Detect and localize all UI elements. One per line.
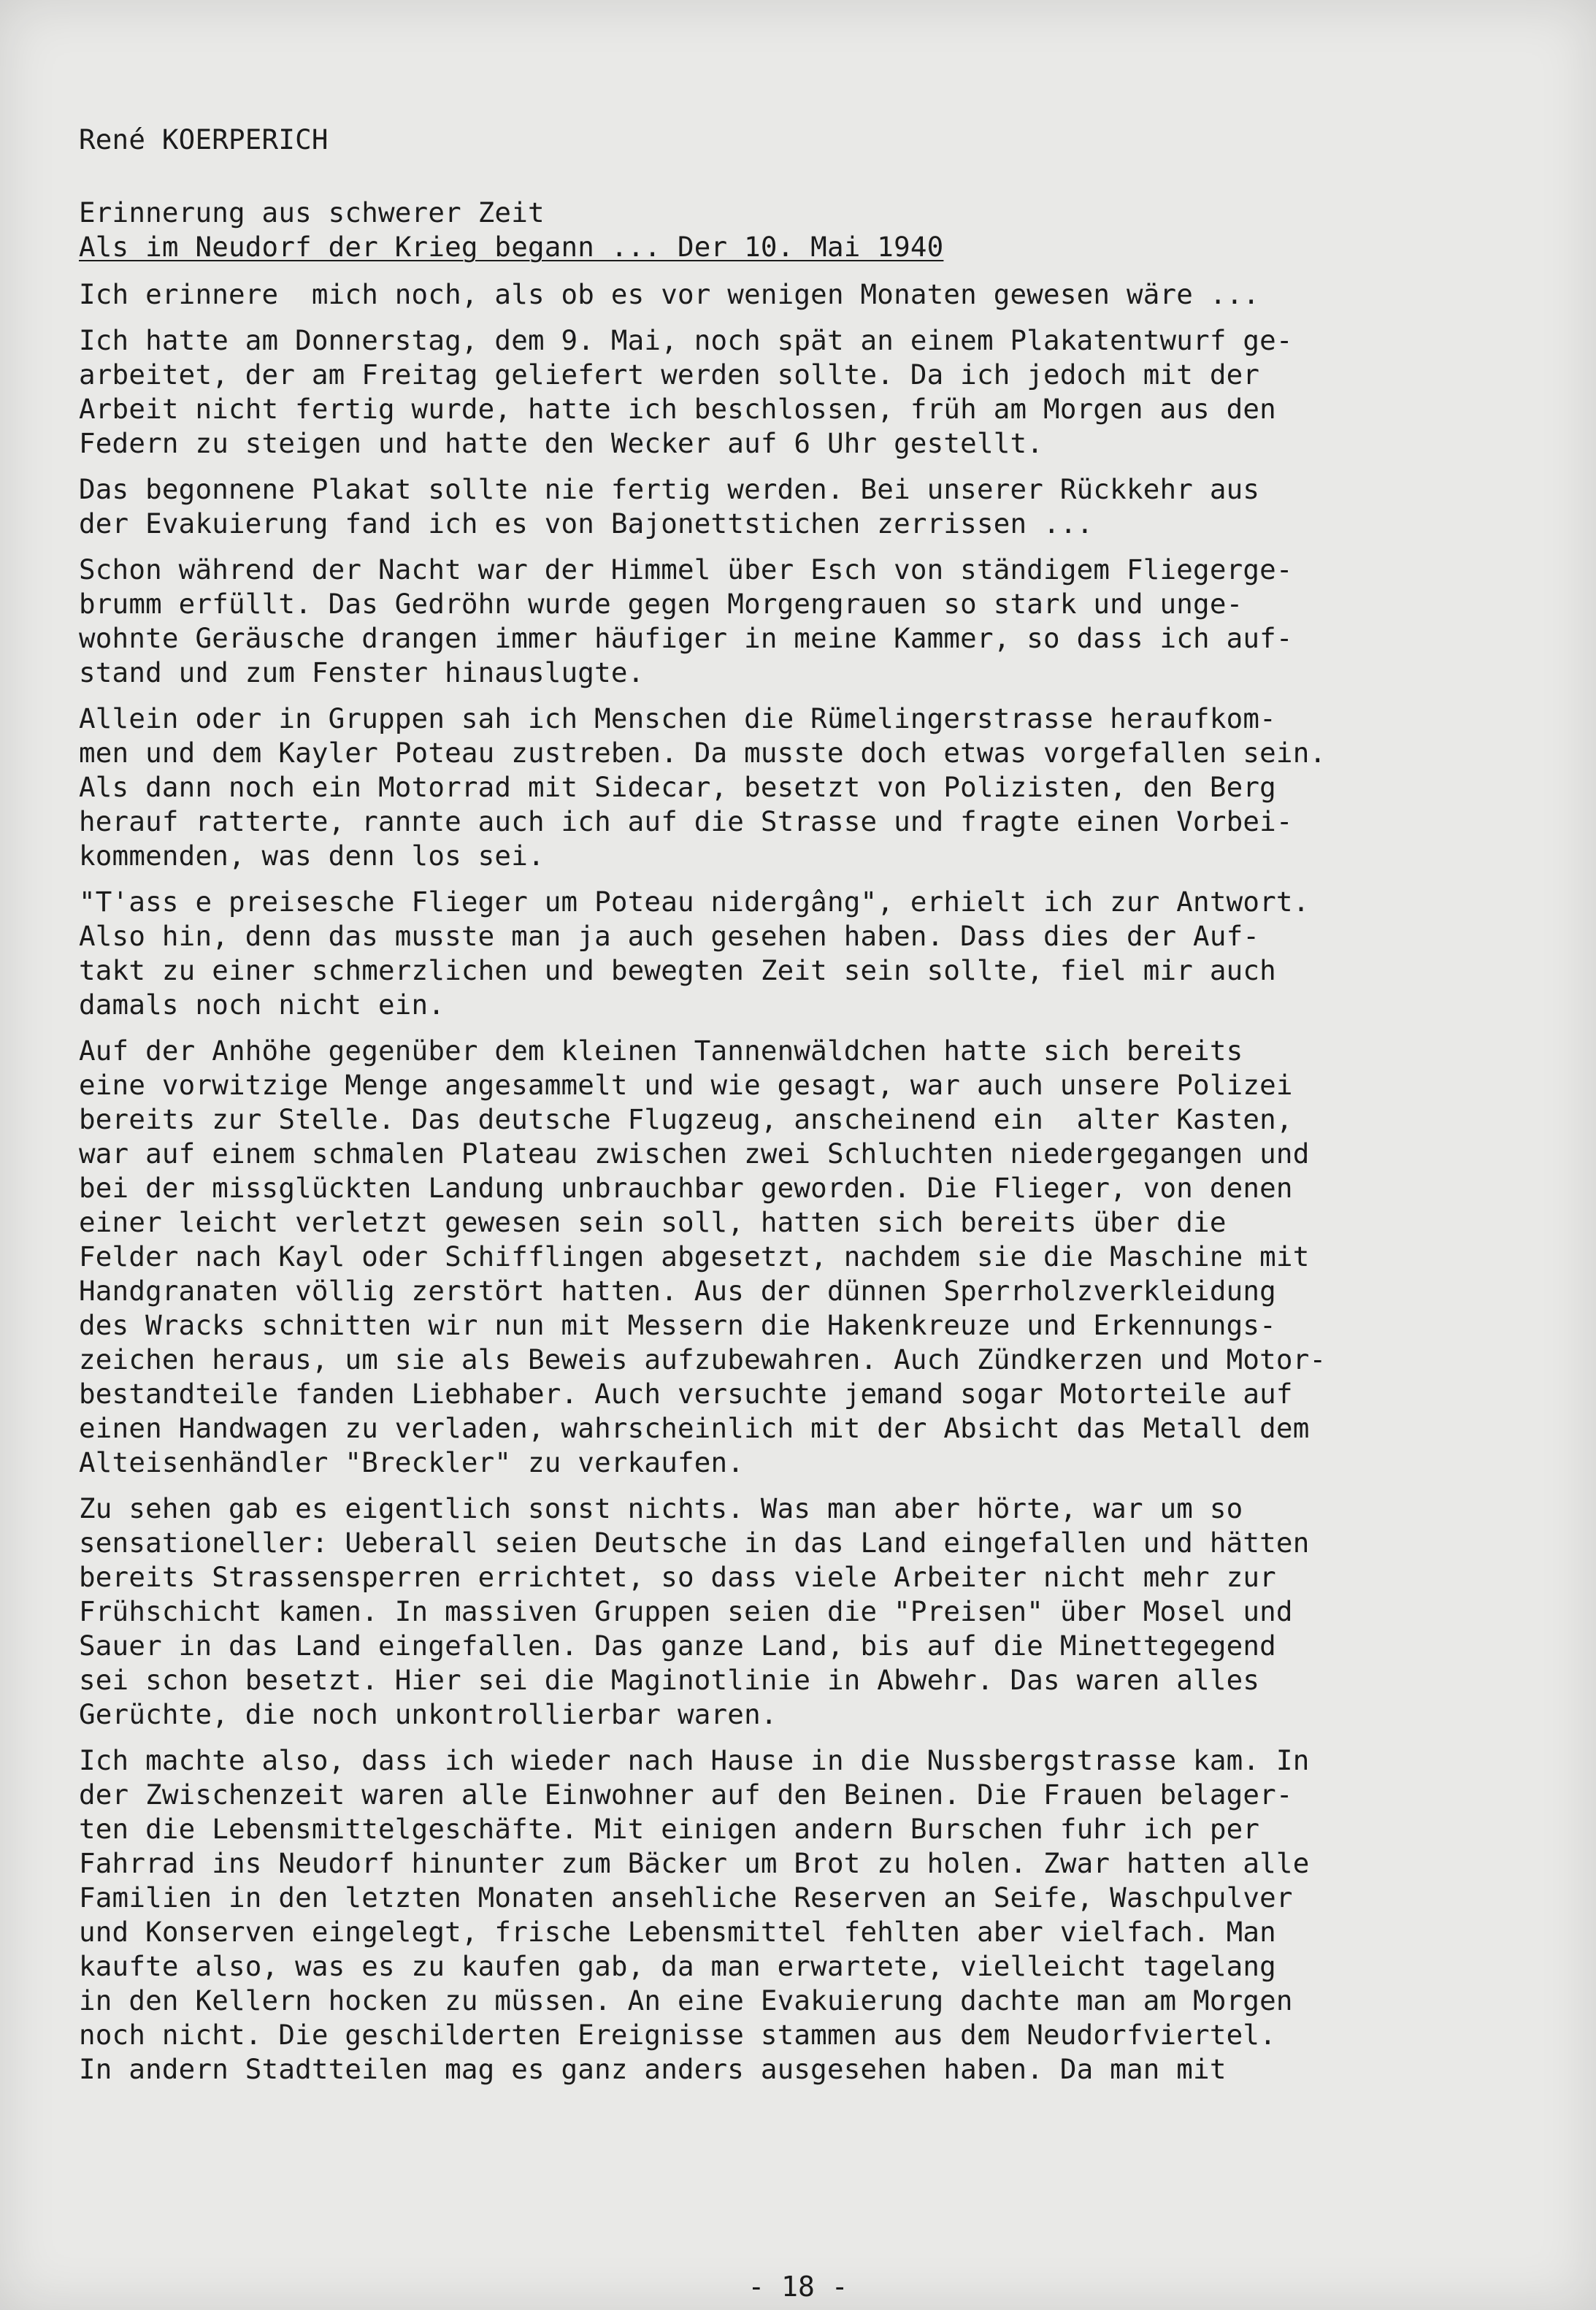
text-line: des Wracks schnitten wir nun mit Messern die Hakenkreuze und Erkennungs-: [79, 1309, 1276, 1341]
text-line: Sauer in das Land eingefallen. Das ganze Land, bis auf die Minettegegend: [79, 1630, 1276, 1662]
text-line: "T'ass e preisesche Flieger um Poteau nidergâng", erhielt ich zur Antwort.: [79, 886, 1310, 918]
paragraph: [79, 472, 1466, 541]
text-line: Also hin, denn das musste man ja auch gesehen haben. Dass dies der Auf-: [79, 920, 1260, 952]
text-line: Schon während der Nacht war der Himmel über Esch von ständigem Fliegerge-: [79, 553, 1293, 586]
text-line: Federn zu steigen und hatte den Wecker auf 6 Uhr gestellt.: [79, 427, 1044, 459]
text-line: kommenden, was denn los sei.: [79, 840, 545, 872]
text-line: eine vorwitzige Menge angesammelt und wie gesagt, war auch unsere Polizei: [79, 1069, 1293, 1101]
text-line: arbeitet, der am Freitag geliefert werden sollte. Da ich jedoch mit der: [79, 358, 1260, 391]
text-line: wohnte Geräusche drangen immer häufiger in meine Kammer, so dass ich auf-: [79, 622, 1293, 654]
text-line: sensationeller: Ueberall seien Deutsche in das Land eingefallen und hätten: [79, 1527, 1310, 1559]
text-line: damals noch nicht ein.: [79, 989, 445, 1021]
text-line: Zu sehen gab es eigentlich sonst nichts. Was man aber hörte, war um so: [79, 1492, 1243, 1524]
text-line: Ich hatte am Donnerstag, dem 9. Mai, noch spät an einem Plakatentwurf ge-: [79, 324, 1293, 356]
body-text: [79, 277, 1466, 2087]
text-line: Fahrrad ins Neudorf hinunter zum Bäcker um Brot zu holen. Zwar hatten alle: [79, 1847, 1310, 1879]
page-number: - 18 -: [748, 2271, 848, 2303]
text-line: einen Handwagen zu verladen, wahrscheinlich mit der Absicht das Metall dem: [79, 1412, 1310, 1444]
text-line: Auf der Anhöhe gegenüber dem kleinen Tannenwäldchen hatte sich bereits: [79, 1035, 1243, 1067]
author-name: René KOERPERICH: [79, 123, 329, 156]
paragraph: [79, 1034, 1466, 1480]
text-line: bereits zur Stelle. Das deutsche Flugzeug, anscheinend ein alter Kasten,: [79, 1103, 1293, 1135]
text-line: bei der missglückten Landung unbrauchbar geworden. Die Flieger, von denen: [79, 1172, 1293, 1204]
text-line: zeichen heraus, um sie als Beweis aufzubewahren. Auch Zündkerzen und Motor-: [79, 1343, 1327, 1375]
text-line: Arbeit nicht fertig wurde, hatte ich beschlossen, früh am Morgen aus den: [79, 393, 1276, 425]
text-line: Alteisenhändler "Breckler" zu verkaufen.: [79, 1446, 745, 1478]
text-line: Ich erinnere mich noch, als ob es vor wenigen Monaten gewesen wäre ...: [79, 278, 1260, 310]
text-line: takt zu einer schmerzlichen und bewegten Zeit sein sollte, fiel mir auch: [79, 954, 1276, 986]
paragraph: [79, 1743, 1466, 2087]
text-line: noch nicht. Die geschilderten Ereignisse stammen aus dem Neudorfviertel.: [79, 2019, 1276, 2051]
paragraph: [79, 553, 1466, 690]
text-line: Gerüchte, die noch unkontrollierbar waren.: [79, 1698, 778, 1730]
text-line: Frühschicht kamen. In massiven Gruppen seien die "Preisen" über Mosel und: [79, 1595, 1293, 1627]
text-line: und Konserven eingelegt, frische Lebensmittel fehlten aber vielfach. Man: [79, 1916, 1276, 1948]
text-line: Felder nach Kayl oder Schifflingen abgesetzt, nachdem sie die Maschine mit: [79, 1240, 1310, 1273]
paragraph: [79, 885, 1466, 1022]
text-line: herauf ratterte, rannte auch ich auf die Strasse und fragte einen Vorbei-: [79, 805, 1293, 837]
document-title: Als im Neudorf der Krieg begann ... Der 10. Mai 1940: [79, 231, 944, 263]
text-line: der Zwischenzeit waren alle Einwohner auf den Beinen. Die Frauen belager-: [79, 1778, 1293, 1811]
text-line: Als dann noch ein Motorrad mit Sidecar, besetzt von Polizisten, den Berg: [79, 771, 1276, 803]
text-line: men und dem Kayler Poteau zustreben. Da musste doch etwas vorgefallen sein.: [79, 737, 1327, 769]
text-line: brumm erfüllt. Das Gedröhn wurde gegen Morgengrauen so stark und unge-: [79, 588, 1243, 620]
text-line: Ich machte also, dass ich wieder nach Hause in die Nussbergstrasse kam. In: [79, 1744, 1310, 1776]
text-line: ten die Lebensmittelgeschäfte. Mit einigen andern Burschen fuhr ich per: [79, 1813, 1260, 1845]
text-line: Handgranaten völlig zerstört hatten. Aus der dünnen Sperrholzverkleidung: [79, 1275, 1276, 1307]
text-line: in den Kellern hocken zu müssen. An eine Evakuierung dachte man am Morgen: [79, 1984, 1293, 2017]
text-line: einer leicht verletzt gewesen sein soll, hatten sich bereits über die: [79, 1206, 1227, 1238]
text-line: der Evakuierung fand ich es von Bajonettstichen zerrissen ...: [79, 507, 1094, 540]
paragraph: [79, 323, 1466, 461]
paragraph: [79, 702, 1466, 873]
document-subtitle: Erinnerung aus schwerer Zeit: [79, 196, 545, 229]
typewritten-text: [79, 123, 1466, 2098]
text-line: stand und zum Fenster hinauslugte.: [79, 656, 645, 688]
text-line: sei schon besetzt. Hier sei die Maginotlinie in Abwehr. Das waren alles: [79, 1664, 1260, 1696]
text-line: Das begonnene Plakat sollte nie fertig werden. Bei unserer Rückkehr aus: [79, 473, 1260, 505]
text-line: Familien in den letzten Monaten ansehliche Reserven an Seife, Waschpulver: [79, 1881, 1293, 1914]
text-line: Allein oder in Gruppen sah ich Menschen die Rümelingerstrasse heraufkom-: [79, 702, 1276, 734]
text-line: bereits Strassensperren errichtet, so dass viele Arbeiter nicht mehr zur: [79, 1561, 1276, 1593]
text-line: bestandteile fanden Liebhaber. Auch versuchte jemand sogar Motorteile auf: [79, 1378, 1293, 1410]
paragraph: [79, 1492, 1466, 1732]
paragraph: [79, 277, 1466, 312]
text-line: war auf einem schmalen Plateau zwischen zwei Schluchten niedergegangen und: [79, 1137, 1310, 1170]
text-line: In andern Stadtteilen mag es ganz anders ausgesehen haben. Da man mit: [79, 2053, 1227, 2085]
text-line: kaufte also, was es zu kaufen gab, da man erwartete, vielleicht tagelang: [79, 1950, 1276, 1982]
